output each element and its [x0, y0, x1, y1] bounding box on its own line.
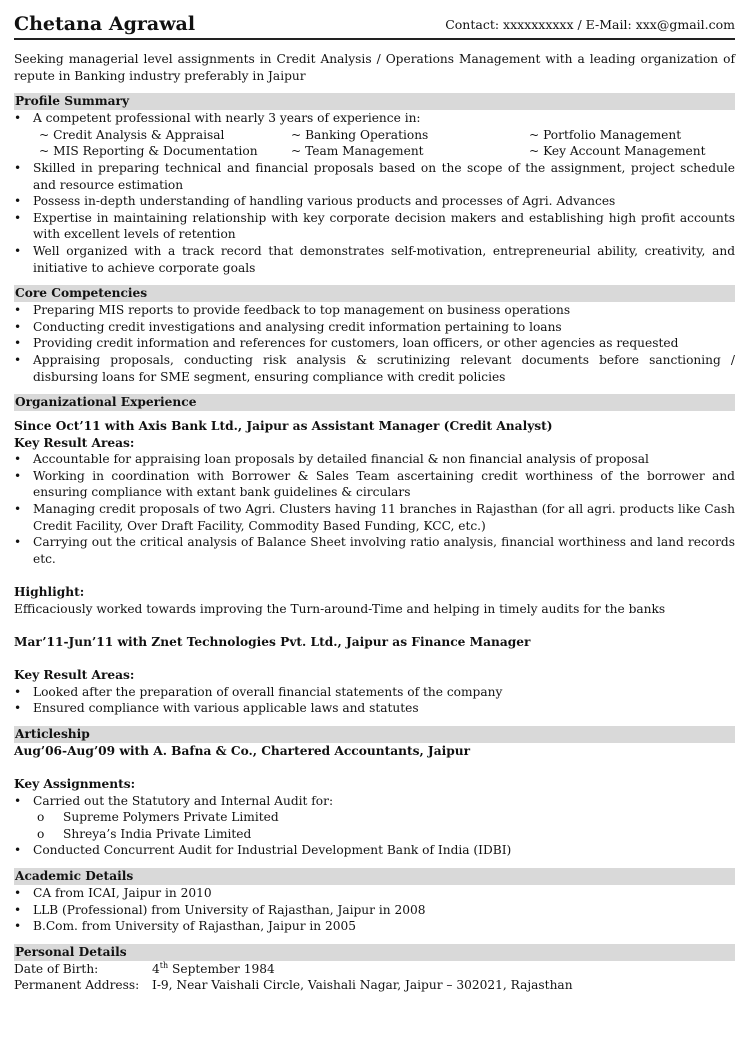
section-title-personal-details: Personal Details: [14, 944, 735, 961]
address-value: I-9, Near Vaishali Circle, Vaishali Nagar, Jaipur – 302021, Rajasthan: [152, 978, 573, 993]
dob-row: [14, 961, 735, 978]
skill-item: ~ Credit Analysis & Appraisal: [39, 127, 225, 142]
skill-item: ~ Key Account Management: [529, 144, 706, 159]
spacer: [14, 567, 735, 584]
skill-item: ~ MIS Reporting & Documentation: [39, 144, 258, 159]
list-item: [14, 793, 735, 843]
dob-suffix: th: [159, 960, 169, 970]
skill-item: ~ Portfolio Management: [529, 127, 682, 142]
skill-item: ~ Banking Operations: [291, 127, 429, 142]
list-item: • Appraising proposals, conducting risk analysis & scrutinizing relevant documents before sanctioning / disbursing loans for SME segment, ensuring compliance with credit policies: [14, 352, 735, 385]
list-item: • Skilled in preparing technical and financial proposals based on the scope of the assignment, project schedule and resource estimation: [14, 160, 735, 193]
sub-list-item: o Shreya’s India Private Limited: [33, 826, 735, 843]
section-title-academic-details: Academic Details: [14, 868, 735, 885]
section-title-organizational-experience: Organizational Experience: [14, 394, 735, 411]
section-title-core-competencies: Core Competencies: [14, 285, 735, 302]
list-item: • Preparing MIS reports to provide feedback to top management on business operations: [14, 302, 735, 319]
resume-header: [14, 10, 735, 40]
list-item: • B.Com. from University of Rajasthan, Jaipur in 2005: [14, 918, 735, 935]
section-title-profile-summary: Profile Summary: [14, 93, 735, 110]
academic-list: [14, 885, 735, 935]
list-item: • Possess in-depth understanding of handling various products and processes of Agri. Advances: [14, 193, 735, 210]
articleship-list: [14, 793, 735, 859]
dob-day: 4: [152, 961, 160, 976]
list-item: • Managing credit proposals of two Agri. Clusters having 11 branches in Rajasthan (for all agri. products like Cash Credit Facility, Over Draft Facility, Commodity Based Funding, KCC, etc.): [14, 501, 735, 534]
list-item: [14, 110, 735, 160]
axis-bank-kra-list: [14, 451, 735, 567]
candidate-name: Chetana Agrawal: [14, 13, 196, 35]
list-item: • Ensured compliance with various applicable laws and statutes: [14, 700, 735, 717]
list-item: • CA from ICAI, Jaipur in 2010: [14, 885, 735, 902]
contact-info: Contact: xxxxxxxxxx / E-Mail: xxx@gmail.com: [445, 17, 735, 32]
list-item: • Working in coordination with Borrower & Sales Team ascertaining credit worthiness of the borrower and ensuring compliance with extant bank guidelines & circulars: [14, 468, 735, 501]
list-item: • Expertise in maintaining relationship with key corporate decision makers and establishing high profit accounts with excellent levels of retention: [14, 210, 735, 243]
core-competencies-list: [14, 302, 735, 385]
spacer: [14, 759, 735, 776]
dob-label: Date of Birth:: [14, 961, 99, 976]
highlight-label: Highlight:: [14, 585, 85, 600]
list-item: • Well organized with a track record that demonstrates self-motivation, entrepreneurial ability, creativity, and initiative to achieve corporate goals: [14, 243, 735, 276]
job-heading-znet: Mar’11-Jun’11 with Znet Technologies Pvt. Ltd., Jaipur as Finance Manager: [14, 634, 531, 649]
dob-value: [152, 961, 275, 978]
list-item: • Looked after the preparation of overall financial statements of the company: [14, 684, 735, 701]
section-title-articleship: Articleship: [14, 726, 735, 743]
sub-list-item: o Supreme Polymers Private Limited: [33, 809, 735, 826]
profile-summary-intro: A competent professional with nearly 3 years of experience in:: [33, 111, 421, 126]
articleship-heading: Aug’06-Aug’09 with A. Bafna & Co., Chartered Accountants, Jaipur: [14, 743, 471, 758]
key-assignments-label: Key Assignments:: [14, 776, 136, 791]
audit-intro: Carried out the Statutory and Internal Audit for:: [33, 793, 334, 808]
spacer: [14, 617, 735, 634]
spacer: [14, 650, 735, 667]
znet-kra-list: [14, 684, 735, 717]
address-row: [14, 977, 735, 994]
highlight-text: Efficaciously worked towards improving the Turn-around-Time and helping in timely audits for the banks: [14, 601, 666, 616]
address-label: Permanent Address:: [14, 978, 140, 993]
skill-item: ~ Team Management: [291, 144, 424, 159]
dob-rest: September 1984: [168, 961, 275, 976]
kra-label: Key Result Areas:: [14, 435, 135, 450]
list-item: • Carrying out the critical analysis of Balance Sheet involving ratio analysis, financial worthiness and land records etc.: [14, 534, 735, 567]
list-item: • Conducting credit investigations and analysing credit information pertaining to loans: [14, 319, 735, 336]
skills-grid: [33, 127, 735, 160]
kra-label: Key Result Areas:: [14, 668, 135, 682]
list-item: • Providing credit information and references for customers, loan officers, or other agencies as requested: [14, 335, 735, 352]
list-item: • Accountable for appraising loan proposals by detailed financial & non financial analysis of proposal: [14, 451, 735, 468]
audit-clients-list: [33, 809, 735, 842]
career-objective: Seeking managerial level assignments in Credit Analysis / Operations Management with a leading organization of repute in Banking industry preferably in Jaipur: [14, 52, 735, 83]
job-heading-axis-bank: Since Oct’11 with Axis Bank Ltd., Jaipur as Assistant Manager (Credit Analyst): [14, 419, 553, 434]
profile-summary-list: [14, 110, 735, 276]
list-item: • Conducted Concurrent Audit for Industrial Development Bank of India (IDBI): [14, 842, 735, 859]
list-item: • LLB (Professional) from University of Rajasthan, Jaipur in 2008: [14, 902, 735, 919]
